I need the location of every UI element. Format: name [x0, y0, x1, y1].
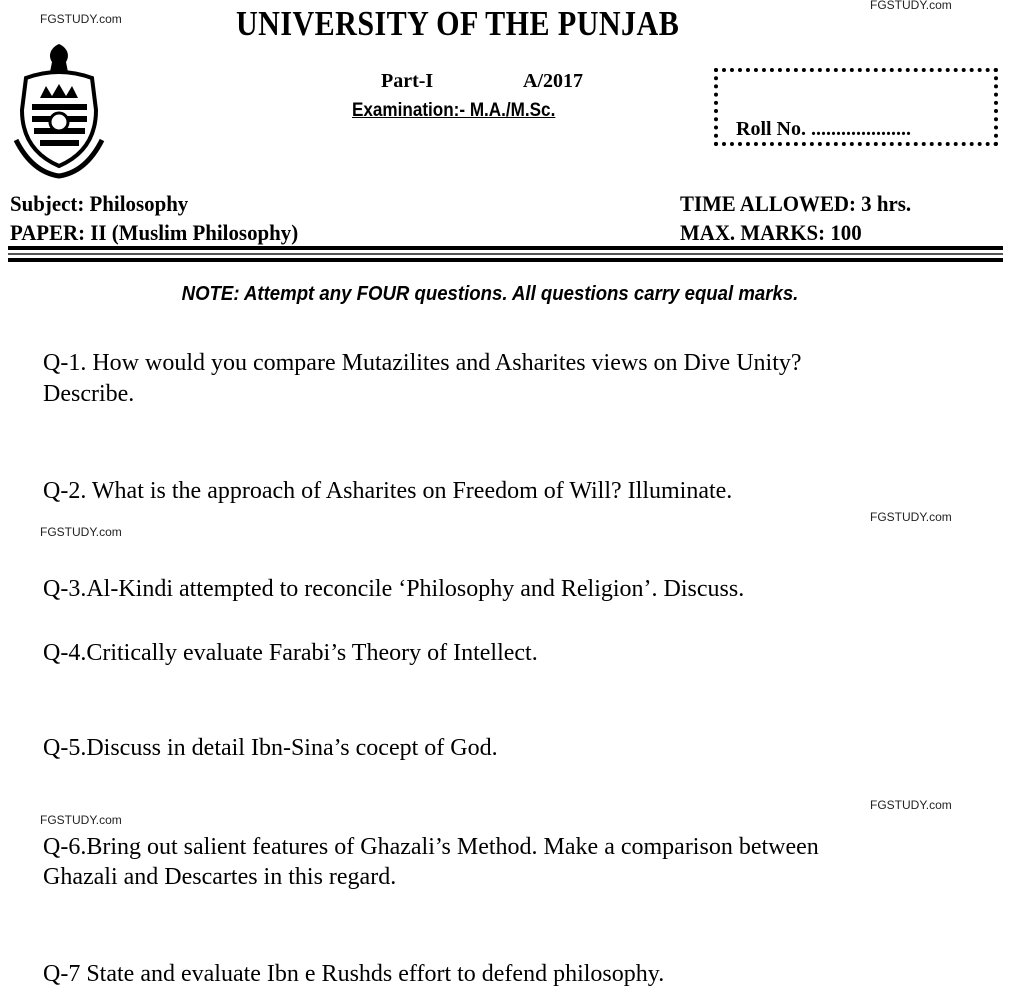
watermark: FGSTUDY.com — [40, 813, 122, 827]
watermark: FGSTUDY.com — [870, 0, 952, 12]
paper-label: PAPER: II (Muslim Philosophy) — [10, 220, 299, 245]
divider — [8, 258, 1003, 262]
question-4: Q-4.Critically evaluate Farabi’s Theory of Intellect. — [43, 640, 538, 666]
examination-label: Examination:- M.A./M.Sc. — [352, 100, 556, 121]
question-1: Q-1. How would you compare Mutazilites and Asharites views on Dive Unity? — [43, 350, 802, 376]
session-label: A/2017 — [523, 70, 583, 92]
university-crest-logo — [12, 40, 107, 180]
question-6-continued: Ghazali and Descartes in this regard. — [43, 864, 397, 890]
divider — [8, 246, 1003, 250]
question-7: Q-7 State and evaluate Ibn e Rushds effort to defend philosophy. — [43, 961, 665, 987]
watermark: FGSTUDY.com — [870, 510, 952, 524]
question-1-continued: Describe. — [43, 381, 135, 407]
roll-number-label: Roll No. .................... — [736, 118, 911, 140]
question-2: Q-2. What is the approach of Asharites on Freedom of Will? Illuminate. — [43, 478, 733, 504]
part-label: Part-I — [381, 70, 434, 92]
instructions-note: NOTE: Attempt any FOUR questions. All questions carry equal marks. — [181, 283, 799, 305]
watermark: FGSTUDY.com — [870, 798, 952, 812]
question-5: Q-5.Discuss in detail Ibn-Sina’s cocept of God. — [43, 735, 498, 761]
watermark: FGSTUDY.com — [40, 525, 122, 539]
subject-label: Subject: Philosophy — [10, 191, 189, 216]
roll-number-box — [714, 68, 998, 146]
max-marks-label: MAX. MARKS: 100 — [680, 220, 862, 245]
time-allowed-label: TIME ALLOWED: 3 hrs. — [680, 191, 912, 216]
question-3: Q-3.Al-Kindi attempted to reconcile ‘Philosophy and Religion’. Discuss. — [43, 576, 745, 602]
divider — [8, 253, 1003, 255]
university-title: UNIVERSITY OF THE PUNJAB — [236, 4, 680, 43]
question-6: Q-6.Bring out salient features of Ghazali’s Method. Make a comparison between — [43, 834, 819, 860]
watermark: FGSTUDY.com — [40, 12, 122, 26]
